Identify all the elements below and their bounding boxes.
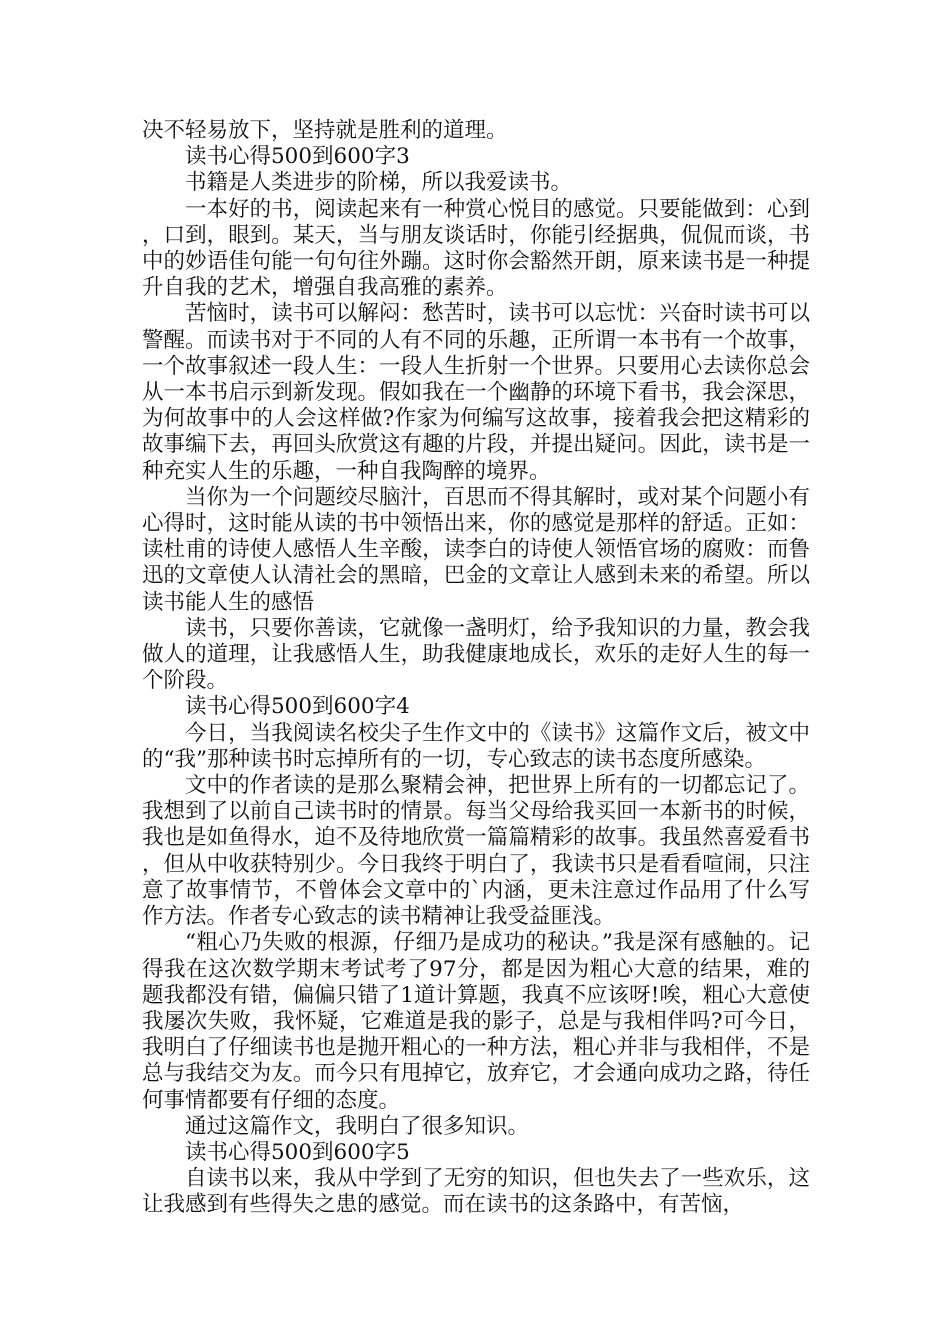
body-paragraph: 决不轻易放下，坚持就是胜利的道理。	[142, 118, 508, 143]
body-paragraph: 读书，只要你善读，它就像一盏明灯，给予我知识的力量，教会我做人的道理，让我感悟人生，助我健康地成长，欢乐的走好人生的每一个阶段。	[142, 615, 810, 694]
body-paragraph: 文中的作者读的是那么聚精会神，把世界上所有的一切都忘记了。我想到了以前自己读书时的情景。每当父母给我买回一本新书的时候，我也是如鱼得水，迫不及待地欣赏一篇篇精彩的故事。我虽然喜爱看书，但从中收获特别少。今日我终于明白了，我读书只是看看喧闹，只注意了故事情节，不曾体会文章中的`内涵，更未注意过作品用了什么写作方法。作者专心致志的读书精神让我受益匪浅。	[142, 773, 810, 930]
section-heading: 读书心得500到600字5	[185, 1139, 410, 1165]
body-paragraph: 书籍是人类进步的阶梯，所以我爱读书。	[185, 170, 573, 196]
body-paragraph: 当你为一个问题绞尽脑汁，百思而不得其解时，或对某个问题小有心得时，这时能从读的书中领悟出来，你的感觉是那样的舒适。正如：读杜甫的诗使人感悟人生辛酸，读李白的诗使人领悟官场的腐败：而鲁迅的文章使人认清社会的黑暗，巴金的文章让人感到未来的希望。所以读书能人生的感悟	[142, 484, 810, 615]
body-paragraph: “粗心乃失败的根源，仔细乃是成功的秘诀。”我是深有感触的。记得我在这次数学期末考试考了97分，都是因为粗心大意的结果，难的题我都没有错，偏偏只错了1道计算题，我真不应该呀!唉，粗心大意使我屡次失败，我怀疑，它难道是我的影子，总是与我相伴吗?可今日，我明白了仔细读书也是抛开粗心的一种方法，粗心并非与我相伴，不是总与我结交为友。而今只有甩掉它，放弃它，才会通向成功之路，待任何事情都要有仔细的态度。	[142, 930, 810, 1113]
body-paragraph: 今日，当我阅读名校尖子生作文中的《读书》这篇作文后，被文中的“我”那种读书时忘掉所有的一切，专心致志的读书态度所感染。	[142, 720, 810, 772]
section-heading: 读书心得500到600字3	[185, 144, 410, 170]
body-paragraph: 通过这篇作文，我明白了很多知识。	[185, 1113, 530, 1139]
section-heading: 读书心得500到600字4	[185, 694, 410, 720]
body-paragraph: 苦恼时，读书可以解闷：愁苦时，读书可以忘忧：兴奋时读书可以警醒。而读书对于不同的人有不同的乐趣，正所谓一本书有一个故事，一个故事叙述一段人生：一段人生折射一个世界。只要用心去读你总会从一本书启示到新发现。假如我在一个幽静的环境下看书，我会深思，为何故事中的人会这样做?作家为何编写这故事，接着我会把这精彩的故事编下去，再回头欣赏这有趣的片段，并提出疑问。因此，读书是一种充实人生的乐趣，一种自我陶醉的境界。	[142, 301, 810, 484]
body-paragraph: 一本好的书，阅读起来有一种赏心悦目的感觉。只要能做到：心到，口到，眼到。某天，当与朋友谈话时，你能引经据典，侃侃而谈，书中的妙语佳句能一句句往外蹦。这时你会豁然开朗，原来读书是一种提升自我的艺术，增强自我高雅的素养。	[142, 196, 810, 301]
body-paragraph: 自读书以来，我从中学到了无穷的知识，但也失去了一些欢乐，这让我感到有些得失之患的感觉。而在读书的这条路中，有苦恼，	[142, 1166, 810, 1218]
document-body	[142, 118, 810, 1219]
